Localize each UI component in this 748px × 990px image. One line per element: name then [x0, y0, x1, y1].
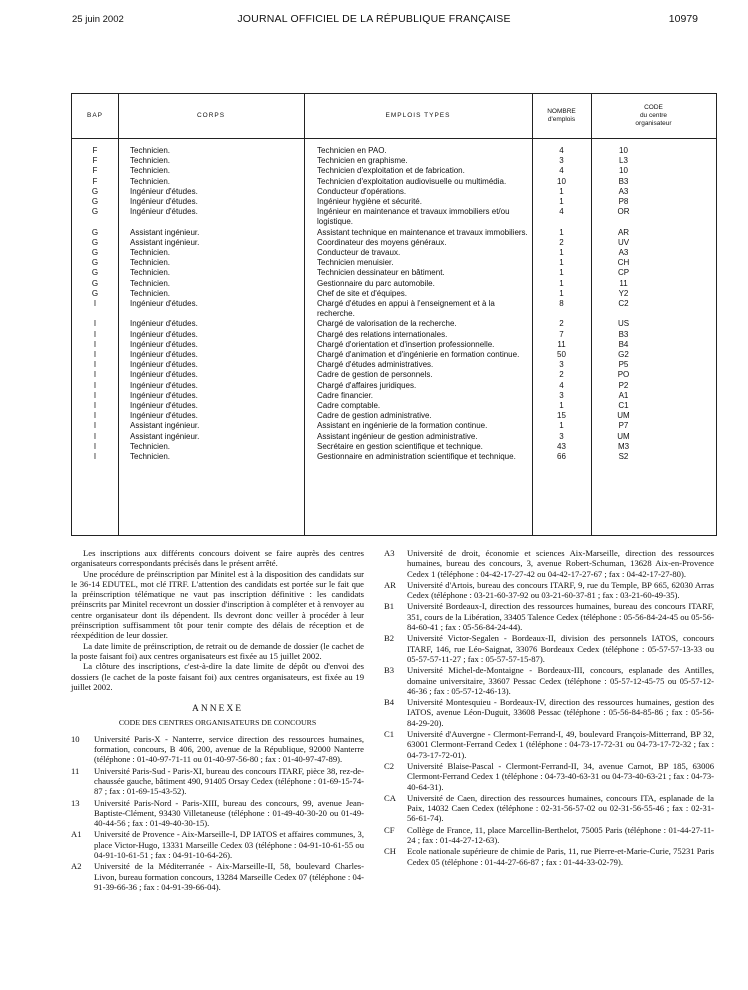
- cell-nombre: 1: [559, 197, 564, 207]
- centre-address: Université d'Artois, bureau des concours ITARF, 9, rue du Temple, BP 665, 62030 Arras Cedex (téléphone : 03-21-60-37-92 ou 03-21-60-37-81 ; fax : 03-21-60-49-35).: [407, 579, 714, 601]
- table-row: [72, 411, 716, 421]
- cell-emploi: Cadre de gestion de personnels.: [317, 370, 433, 380]
- cell-emploi: Gestionnaire en administration scientifique et technique.: [317, 452, 516, 462]
- table-row: [72, 330, 716, 340]
- cell-bap: I: [93, 380, 97, 390]
- cell-bap: I: [93, 339, 97, 349]
- cell-corps: Ingénieur d'études.: [130, 207, 198, 217]
- cell-corps: Technicien.: [130, 288, 171, 298]
- cell-nombre: 1: [559, 186, 564, 196]
- centre-address: Université Bordeaux-I, direction des ressources humaines, bureau des concours ITARF, 351, cours de la Libération, 33405 Talence Cedex (téléphone : 05-56-84-24-45 ou 05-56-84-60-41 ; fax : 05-56-84-24-44).: [407, 601, 714, 633]
- list-item: [384, 793, 714, 824]
- cell-corps: Assistant ingénieur.: [130, 431, 200, 441]
- table-row: [72, 401, 716, 411]
- table-row: [72, 248, 716, 258]
- cell-emploi: Chef de site et d'équipes.: [317, 288, 408, 298]
- cell-corps: Technicien.: [130, 248, 171, 258]
- cell-bap: F: [92, 166, 98, 176]
- left-column: [71, 548, 364, 893]
- right-column: [384, 548, 714, 868]
- cell-nombre: 3: [559, 390, 564, 400]
- cell-nombre: 2: [559, 370, 564, 380]
- cell-nombre: 7: [559, 329, 564, 339]
- cell-corps: Ingénieur d'études.: [130, 360, 198, 370]
- cell-emploi: Chargé des relations internationales.: [317, 329, 448, 339]
- table-row: [72, 268, 716, 278]
- table-row: [72, 299, 716, 319]
- list-item: [71, 766, 364, 797]
- cell-code: CH: [617, 258, 630, 268]
- cell-code: P5: [618, 360, 629, 370]
- cell-emploi: Coordinateur des moyens généraux.: [317, 237, 447, 247]
- issue-date: 25 juin 2002: [72, 14, 124, 25]
- cell-emploi: Gestionnaire du parc automobile.: [317, 278, 435, 288]
- cell-code: B4: [618, 339, 629, 349]
- cell-bap: G: [91, 207, 99, 217]
- centre-address: Université Victor-Segalen - Bordeaux-II, division des personnels IATOS, concours ITARF, 146, rue Léo-Saignat, 33076 Bordeaux Cedex (téléphone : 05-57-57-13-33 ou 05-57-57-11-27 ; fax : 05-57-57-15-87).: [407, 633, 714, 664]
- cell-corps: Ingénieur d'études.: [130, 299, 198, 309]
- table-row: [72, 452, 716, 462]
- cell-corps: Technicien.: [130, 452, 171, 462]
- table-row: [72, 197, 716, 207]
- table-row: [72, 238, 716, 248]
- cell-corps: Ingénieur d'études.: [130, 370, 198, 380]
- cell-bap: F: [92, 176, 98, 186]
- cell-emploi: Technicien en graphisme.: [317, 156, 408, 166]
- list-item: [384, 580, 714, 601]
- cell-corps: Ingénieur d'études.: [130, 401, 198, 411]
- paragraph: Les inscriptions aux différents concours doivent se faire auprès des centres organisateurs correspondants précisés dans le présent arrêté.: [71, 548, 364, 569]
- header-code: CODE du centre organisateur: [591, 94, 716, 139]
- table-row: [72, 166, 716, 176]
- header-nombre: NOMBRE d'emplois: [532, 94, 591, 139]
- cell-nombre: 4: [559, 380, 564, 390]
- cell-emploi: Cadre comptable.: [317, 401, 381, 411]
- cell-nombre: 10: [557, 176, 566, 186]
- cell-emploi: Chargé d'affaires juridiques.: [317, 380, 417, 390]
- cell-bap: I: [93, 350, 97, 360]
- cell-code: 10: [619, 146, 628, 155]
- cell-emploi: Assistant ingénieur de gestion administrative.: [317, 431, 478, 441]
- table-row: [72, 258, 716, 268]
- list-item: [384, 548, 714, 579]
- centre-code: CF: [384, 824, 395, 835]
- table-row: [72, 381, 716, 391]
- cell-nombre: 1: [559, 288, 564, 298]
- centre-code: B4: [384, 697, 395, 708]
- centre-address: Université Montesquieu - Bordeaux-IV, direction des ressources humaines, gestion des IATOS, avenue Léon-Duguit, 33608 Pessac (téléphone : 05-56-84-85-86 ; fax : 05-56-84-29-20).: [407, 697, 714, 728]
- cell-corps: Technicien.: [130, 146, 171, 155]
- header-emplois: EMPLOIS TYPES: [304, 94, 532, 139]
- cell-code: OR: [617, 207, 630, 217]
- page-number: 10979: [668, 13, 698, 25]
- centre-address: Université Blaise-Pascal - Clermont-Ferrand-II, 34, avenue Carnot, BP 185, 63006 Clermont-Ferrand Cedex 1 (téléphone : 04-73-40-63-31 ou 04-73-40-63-21 ; fax : 04-73-40-64-31).: [407, 760, 714, 792]
- cell-nombre: 15: [557, 411, 566, 421]
- cell-corps: Technicien.: [130, 258, 171, 268]
- cell-code: UM: [617, 411, 630, 421]
- cell-bap: F: [92, 156, 98, 166]
- centre-code: CH: [384, 846, 396, 857]
- list-item: [71, 798, 364, 829]
- cell-code: A3: [618, 248, 629, 258]
- table-row: [72, 146, 716, 156]
- cell-emploi: Assistant en ingénierie de la formation continue.: [317, 421, 488, 431]
- cell-corps: Ingénieur d'études.: [130, 186, 198, 196]
- cell-corps: Technicien.: [130, 166, 171, 176]
- list-item: [384, 729, 714, 760]
- cell-nombre: 43: [557, 441, 566, 451]
- cell-bap: G: [91, 278, 99, 288]
- cell-corps: Technicien.: [130, 278, 171, 288]
- cell-nombre: 2: [559, 319, 564, 329]
- intro-paragraphs: [71, 548, 364, 692]
- cell-nombre: 3: [559, 156, 564, 166]
- list-item: [384, 633, 714, 664]
- table-row: [72, 421, 716, 431]
- centre-code: B2: [384, 633, 395, 644]
- cell-bap: I: [93, 441, 97, 451]
- cell-emploi: Technicien dessinateur en bâtiment.: [317, 268, 445, 278]
- cell-bap: G: [91, 227, 99, 237]
- centre-code: A1: [71, 829, 82, 840]
- centre-address: Université de la Méditerranée - Aix-Marseille-II, 58, boulevard Charles-Livon, bureau formation concours, 13284 Marseille Cedex 07 (téléphone : 04-91-39-66-36 ; fax : 04-91-39-66-04).: [94, 861, 364, 892]
- cell-nombre: 4: [559, 146, 564, 155]
- cell-emploi: Chargé d'études administratives.: [317, 360, 434, 370]
- list-item: [384, 601, 714, 632]
- cell-nombre: 4: [559, 166, 564, 176]
- positions-table: [71, 93, 717, 536]
- cell-bap: I: [93, 421, 97, 431]
- list-item: [71, 829, 364, 860]
- cell-emploi: Technicien en PAO.: [317, 146, 387, 155]
- cell-bap: G: [91, 197, 99, 207]
- cell-code: Y2: [618, 288, 629, 298]
- cell-bap: I: [93, 319, 97, 329]
- cell-bap: I: [93, 452, 97, 462]
- cell-emploi: Chargé de valorisation de la recherche.: [317, 319, 457, 329]
- cell-corps: Ingénieur d'études.: [130, 329, 198, 339]
- cell-code: B3: [618, 329, 629, 339]
- list-item: [384, 697, 714, 728]
- list-item: [384, 665, 714, 696]
- cell-nombre: 1: [559, 227, 564, 237]
- centre-code: A3: [384, 548, 395, 558]
- table-body: [72, 146, 716, 462]
- cell-code: UV: [617, 237, 630, 247]
- cell-bap: G: [91, 288, 99, 298]
- cell-nombre: 2: [559, 237, 564, 247]
- table-row: [72, 442, 716, 452]
- cell-nombre: 50: [557, 350, 566, 360]
- cell-nombre: 8: [559, 299, 564, 309]
- header-bap: BAP: [72, 94, 118, 139]
- cell-code: 10: [619, 166, 628, 176]
- centre-address: Université d'Auvergne - Clermont-Ferrand-I, 49, boulevard François-Mitterrand, BP 32, 63001 Clermont-Ferrand Cedex 1 (téléphone : 04-73-17-72-31 ou 04-73-17-72-32 ; fax : 04-73-17-72-01).: [407, 729, 714, 760]
- cell-code: 11: [619, 278, 628, 288]
- centre-code: 11: [71, 765, 80, 776]
- cell-code: S2: [618, 452, 629, 462]
- table-row: [72, 370, 716, 380]
- cell-bap: I: [93, 370, 97, 380]
- centre-address: Ecole nationale supérieure de chimie de Paris, 11, rue Pierre-et-Marie-Curie, 75231 Paris Cedex 05 (téléphone : 01-44-27-66-87 ; fax : 01-44-33-02-79).: [407, 846, 714, 867]
- centre-address: Université Michel-de-Montaigne - Bordeaux-III, concours, esplanade des Antilles, domaine universitaire, 33607 Pessac Cedex (téléphone : 05-57-12-45-75 ou 05-57-12-46-36 ; fax : 05-57-12-46-13).: [407, 665, 714, 696]
- annexe-subheading: CODE DES CENTRES ORGANISATEURS DE CONCOURS: [118, 718, 317, 728]
- table-row: [72, 187, 716, 197]
- cell-corps: Technicien.: [130, 441, 171, 451]
- centre-address: Collège de France, 11, place Marcellin-Berthelot, 75005 Paris (téléphone : 01-44-27-11-24 ; fax : 01-44-27-12-63).: [407, 824, 714, 846]
- cell-emploi: Assistant technique en maintenance et travaux immobiliers.: [317, 227, 528, 237]
- cell-emploi: Cadre de gestion administrative.: [317, 411, 432, 421]
- cell-code: G2: [618, 350, 629, 360]
- cell-nombre: 4: [559, 207, 564, 217]
- centre-code: C1: [384, 729, 395, 740]
- cell-corps: Ingénieur d'études.: [130, 350, 198, 360]
- cell-corps: Ingénieur d'études.: [130, 197, 198, 207]
- cell-code: A3: [618, 186, 629, 196]
- cell-nombre: 1: [559, 268, 564, 278]
- cell-code: M3: [617, 441, 630, 451]
- cell-bap: I: [93, 360, 97, 370]
- centre-address: Université Paris-Nord - Paris-XIII, bureau des concours, 99, avenue Jean-Baptiste-Clément, 93430 Villetaneuse (téléphone : 01-49-40-30-20 ou 01-49-40-44-56 ; fax : 01-49-40-30-15).: [94, 797, 364, 829]
- paragraph: La date limite de préinscription, de retrait ou de demande de dossier (le cachet de la poste faisant foi) aux centres organisateurs est fixée au 15 juillet 2002.: [71, 640, 364, 661]
- table-row: [72, 207, 716, 227]
- cell-code: B3: [618, 176, 629, 186]
- list-item: [384, 825, 714, 846]
- cell-corps: Ingénieur d'études.: [130, 339, 198, 349]
- list-item: [384, 846, 714, 867]
- centre-address: Université Paris-Sud - Paris-XI, bureau des concours ITARF, pièce 38, rez-de-chaussée gauche, bâtiment 490, 91405 Orsay Cedex (téléphone : 01-69-15-74-87 ; fax : 01-69-15-43-52).: [94, 765, 364, 797]
- cell-corps: Technicien.: [130, 176, 171, 186]
- centre-code: 10: [71, 733, 80, 744]
- centre-address: Université de Caen, direction des ressources humaines, concours ITA, esplanade de la Paix, 14032 Caen Cedex (téléphone : 02-31-56-57-02 ou 02-31-56-55-46 ; fax : 02-31-56-61-74).: [407, 792, 714, 824]
- cell-bap: G: [91, 186, 99, 196]
- centre-code: B3: [384, 665, 395, 676]
- cell-bap: I: [93, 431, 97, 441]
- cell-emploi: Chargé d'animation et d'ingénierie en formation continue.: [317, 350, 520, 360]
- centre-code: AR: [384, 579, 396, 590]
- cell-emploi: Cadre financier.: [317, 390, 374, 400]
- cell-code: UM: [617, 431, 630, 441]
- cell-nombre: 3: [559, 360, 564, 370]
- cell-emploi: Ingénieur hygiène et sécurité.: [317, 197, 422, 207]
- centre-code: CA: [384, 792, 396, 803]
- journal-title: JOURNAL OFFICIEL DE LA RÉPUBLIQUE FRANÇAISE: [237, 13, 511, 25]
- centre-list-right: [384, 548, 714, 867]
- centre-code: 13: [71, 797, 80, 808]
- cell-nombre: 1: [559, 421, 564, 431]
- cell-emploi: Technicien d'exploitation et de fabrication.: [317, 166, 465, 176]
- cell-corps: Technicien.: [130, 268, 171, 278]
- cell-corps: Ingénieur d'études.: [130, 411, 198, 421]
- cell-code: AR: [617, 227, 630, 237]
- cell-code: P8: [618, 197, 629, 207]
- cell-nombre: 3: [559, 431, 564, 441]
- table-row: [72, 177, 716, 187]
- table-row: [72, 432, 716, 442]
- cell-bap: I: [93, 401, 97, 411]
- cell-emploi: Ingénieur en maintenance et travaux immobiliers et/ou logistique.: [317, 207, 510, 227]
- cell-code: C1: [618, 401, 629, 411]
- cell-nombre: 1: [559, 258, 564, 268]
- cell-corps: Technicien.: [130, 156, 171, 166]
- annexe-heading: ANNEXE: [191, 704, 244, 715]
- table-row: [72, 360, 716, 370]
- cell-emploi: Chargé d'orientation et d'insertion professionnelle.: [317, 339, 495, 349]
- cell-emploi: Technicien menuisier.: [317, 258, 394, 268]
- cell-code: US: [617, 319, 630, 329]
- cell-emploi: Conducteur d'opérations.: [317, 186, 407, 196]
- cell-corps: Ingénieur d'études.: [130, 390, 198, 400]
- table-row: [72, 279, 716, 289]
- cell-code: L3: [619, 156, 628, 166]
- list-item: [71, 861, 364, 892]
- centre-code: A2: [71, 861, 82, 872]
- cell-emploi: Chargé d'études en appui à l'enseignement et à la recherche.: [317, 299, 495, 319]
- cell-nombre: 1: [559, 248, 564, 258]
- cell-bap: I: [93, 329, 97, 339]
- cell-bap: I: [93, 411, 97, 421]
- paragraph: La clôture des inscriptions, c'est-à-dire la date limite de dépôt ou d'envoi des dossiers (le cachet de la poste faisant foi) aux centres organisateurs, est fixée au 19 juillet 2002.: [71, 661, 364, 692]
- cell-bap: I: [93, 299, 97, 309]
- cell-code: CP: [617, 268, 630, 278]
- list-item: [384, 761, 714, 792]
- cell-code: P2: [618, 380, 629, 390]
- cell-bap: G: [91, 268, 99, 278]
- table-row: [72, 289, 716, 299]
- cell-corps: Ingénieur d'études.: [130, 319, 198, 329]
- cell-emploi: Technicien d'exploitation audiovisuelle ou multimédia.: [317, 176, 507, 186]
- centre-code: B1: [384, 601, 395, 612]
- centre-address: Université Paris-X - Nanterre, service direction des ressources humaines, formation, concours, B 406, 200, avenue de la République, 92000 Nanterre (téléphone : 01-40-97-71-11 ou 01-40-97-56-80 ; fax : 01-40-97-47-89).: [94, 733, 364, 765]
- cell-emploi: Secrétaire en gestion scientifique et technique.: [317, 441, 483, 451]
- cell-bap: F: [92, 146, 98, 155]
- cell-corps: Ingénieur d'études.: [130, 380, 198, 390]
- centre-address: Université de Provence - Aix-Marseille-I, DP IATOS et affaires communes, 3, place Victor-Hugo, 13331 Marseille Cedex 03 (téléphone : 04-91-10-61-55 ou 04-91-10-61-51 ; fax : 04-91-10-64-26).: [94, 829, 364, 861]
- cell-code: C2: [618, 299, 629, 309]
- cell-code: P7: [618, 421, 629, 431]
- cell-nombre: 1: [559, 401, 564, 411]
- cell-nombre: 66: [557, 452, 566, 462]
- table-row: [72, 391, 716, 401]
- cell-bap: I: [93, 390, 97, 400]
- centre-address: Université de droit, économie et sciences Aix-Marseille, direction des ressources humaines, bureau des concours, 3, avenue Robert-Schuman, 13628 Aix-en-Provence Cedex 1 (téléphone : 04-42-17-27-42 ou 04-42-17-27-67 ; fax : 04-42-17-27-80).: [407, 548, 714, 579]
- table-row: [72, 319, 716, 329]
- header-corps: CORPS: [118, 94, 304, 139]
- centre-list-left: [71, 734, 364, 892]
- cell-bap: G: [91, 248, 99, 258]
- paragraph: Une procédure de préinscription par Minitel est à la disposition des candidats sur le 36-14 EDUTEL, mot clé ITRF. L'attention des candidats est portée sur le fait que la préinscription télématique ne vaut pas inscription définitive : les candidats préinscrits par Minitel recevront un dossier d'inscription à compléter et à renvoyer au centre organisateur dont ils dépendent. Ils devront donc veiller à procéder à leur préinscription suffisamment tôt pour tenir compte des délais de réception et de réexpédition de leur dossier.: [71, 568, 364, 641]
- cell-nombre: 1: [559, 278, 564, 288]
- table-row: [72, 340, 716, 350]
- cell-corps: Assistant ingénieur.: [130, 227, 200, 237]
- cell-corps: Assistant ingénieur.: [130, 237, 200, 247]
- cell-emploi: Conducteur de travaux.: [317, 248, 401, 258]
- table-row: [72, 228, 716, 238]
- list-item: [71, 734, 364, 765]
- cell-bap: G: [91, 237, 99, 247]
- page-header: [0, 12, 748, 32]
- cell-corps: Assistant ingénieur.: [130, 421, 200, 431]
- table-row: [72, 156, 716, 166]
- cell-code: A1: [618, 390, 629, 400]
- cell-nombre: 11: [557, 339, 566, 349]
- cell-bap: G: [91, 258, 99, 268]
- table-row: [72, 350, 716, 360]
- cell-code: PO: [617, 370, 630, 380]
- centre-code: C2: [384, 760, 395, 771]
